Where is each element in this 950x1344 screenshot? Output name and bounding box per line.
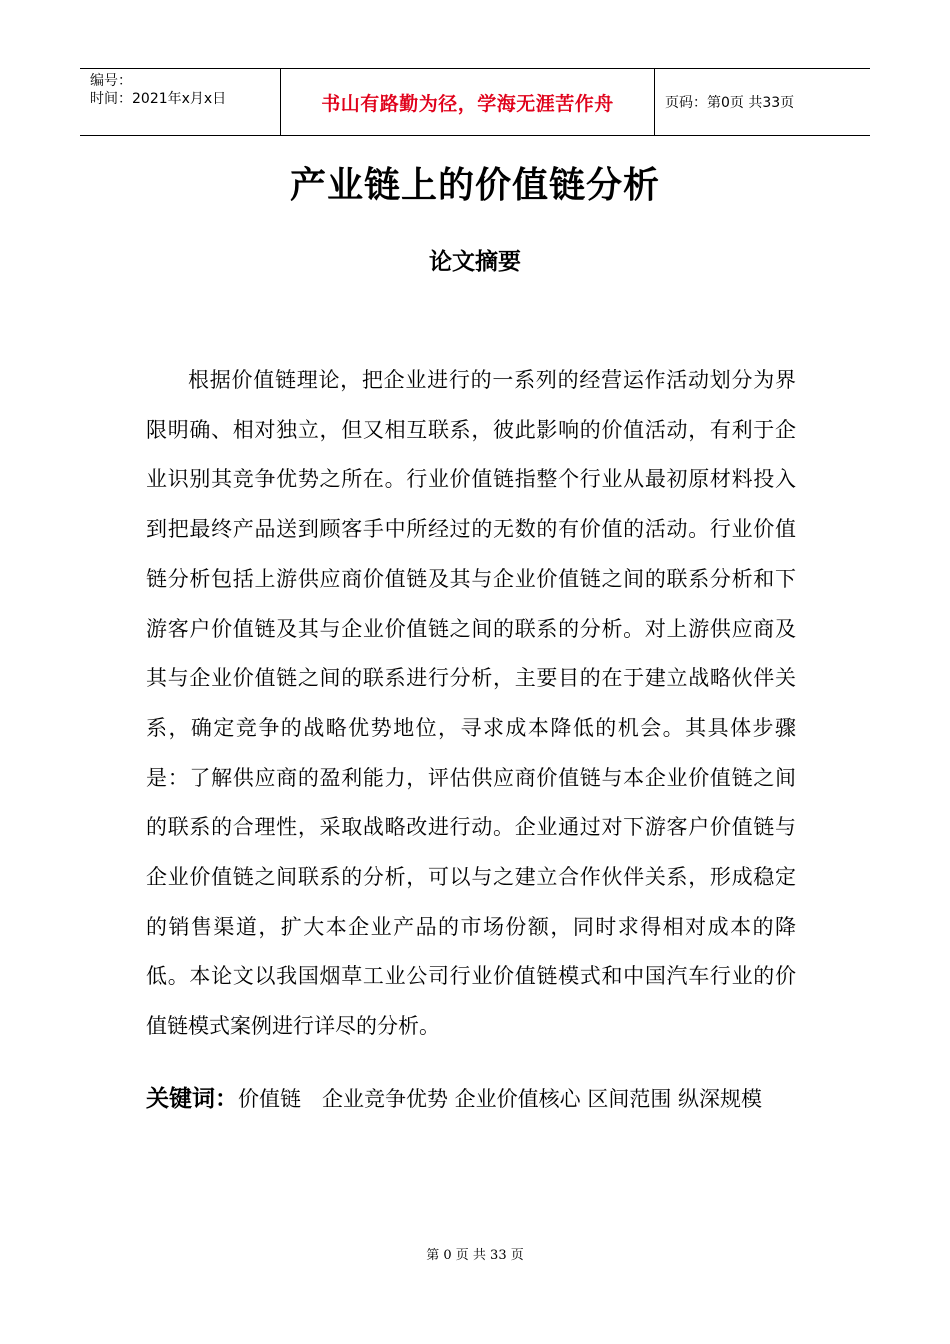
header-page-cell [655, 69, 870, 135]
abstract-body: 根据价值链理论，把企业进行的一系列的经营运作活动划分为界限明确、相对独立，但又相互联系，彼此影响的价值活动，有利于企业识别其竞争优势之所在。行业价值链指整个行业从最初原材料投入到把最终产品送到顾客手中所经过的无数的有价值的活动。行业价值链分析包括上游供应商价值链及其与企业价值链之间的联系分析和下游客户价值链及其与企业价值链之间的联系的分析。对上游供应商及其与企业价值链之间的联系进行分析，主要目的在于建立战略伙伴关系，确定竞争的战略优势地位，寻求成本降低的机会。其具体步骤是：了解供应商的盈利能力，评估供应商价值链与本企业价值链之间的联系的合理性，采取战略改进行动。企业通过对下游客户价值链与企业价值链之间联系的分析，可以与之建立合作伙伴关系，形成稳定的销售渠道，扩大本企业产品的市场份额，同时求得相对成本的降低。本论文以我国烟草工业公司行业价值链模式和中国汽车行业的价值链模式案例进行详尽的分析。 [146, 368, 796, 1039]
header-table [80, 68, 870, 136]
header-page-info: 页码：第0页 共33页 [665, 95, 795, 111]
document-time-label: 时间：2021年x月x日 [90, 91, 227, 107]
keywords-line [146, 1078, 796, 1120]
header-meta-cell [80, 69, 281, 135]
keywords-label: 关键词： [146, 1086, 238, 1112]
abstract-heading: 论文摘要 [429, 249, 521, 275]
header-motto: 书山有路勤为径，学海无涯苦作舟 [321, 92, 614, 115]
document-title: 产业链上的价值链分析 [289, 165, 660, 206]
document-number-label: 编号： [90, 73, 132, 89]
page-footer: 第 0 页 共 33 页 [426, 1248, 524, 1263]
keywords-text: 价值链 企业竞争优势 企业价值核心 区间范围 纵深规模 [238, 1087, 763, 1111]
header-motto-cell [281, 69, 655, 135]
